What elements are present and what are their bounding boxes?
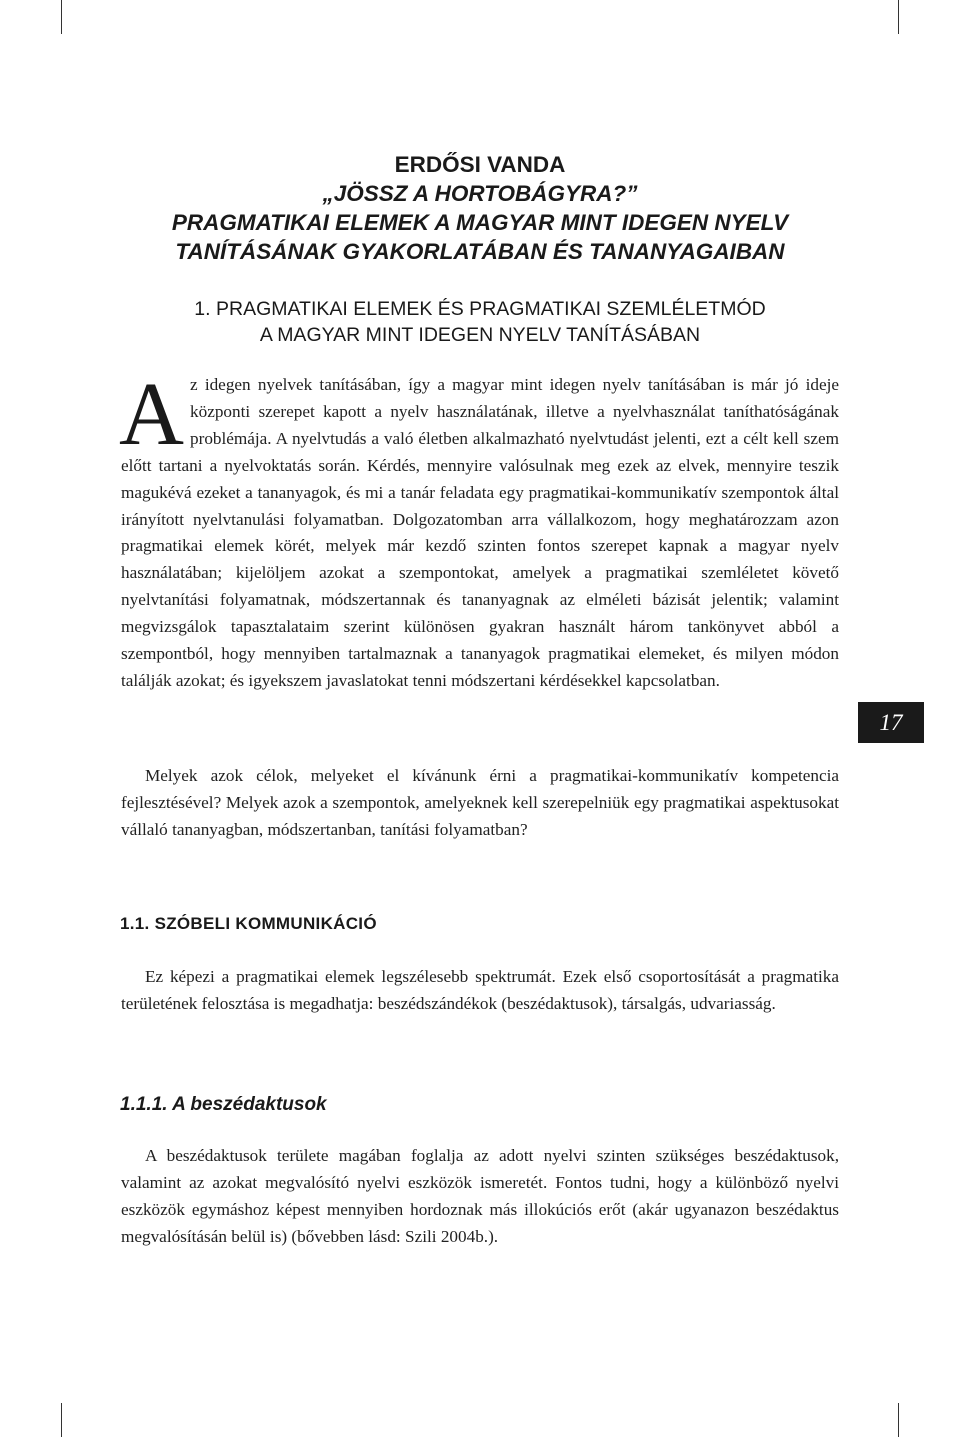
subsubsection-paragraph: A beszédaktusok területe magában foglalja az adott nyelvi szinten szükséges beszédaktusok, valamint az azokat megvalósító nyelvi eszközök ismeretét. Fontos tudni, hogy a különböző nyelvi eszközök egymáshoz képest mennyiben hordoznak más illokúciós erőt (akár ugyanazon beszédaktus megvalósításán belül is) (bővebben lásd: Szili 2004b.). [121,1146,839,1246]
section-heading [120,296,840,348]
crop-mark-top-right [898,0,899,34]
article-title-line-2: PRAGMATIKAI ELEMEK A MAGYAR MINT IDEGEN NYELV [171,210,789,235]
subsection-paragraph: Ez képezi a pragmatikai elemek legszélesebb spektrumát. Ezek első csoportosítását a pragmatika területének felosztása is megadhatja: beszédszándékok (beszédaktusok), társalgás, udvariasság. [121,967,839,1013]
paragraph-questions: Melyek azok célok, melyeket el kívánunk érni a pragmatikai-kommunikatív kompetencia fejlesztésével? Melyek azok a szempontok, amelyeknek kell szerepelniük egy pragmatikai aspektusokat vállaló tananyagban, módszertanban, tanítási folyamatban? [121,766,839,839]
intro-text: z idegen nyelvek tanításában, így a magyar mint idegen nyelv tanításában is már jó ideje központi szerepet kapott a nyelv használatának, illetve a nyelvhasználat taníthatóságának problémája. A nyelvtudás a való életben alkalmazható nyelvtudást jelenti, ezt a célt kell szem előtt tartani a nyelvoktatás során. Kérdés, mennyire valósulnak meg ezek az elvek, mennyire teszik magukévá ezeket a tananyagok, és mi a tanár feladata egy pragmatikai-kommunikatív szempontok által irányított nyelvtanulási folyamatban. Dolgozatomban arra vállalkozom, hogy meghatározzam azon pragmatikai elemek körét, melyek már kezdő szinten fontos szerepet kapnak a magyar nyelv használatában; kijelöljem azokat a szempontokat, amelyek a pragmatikai szemléletet követő nyelvtanítási folyamatnak, módszertannak és tananyagnak az elméleti bázisát jelentik; valamint megvizsgálok tapasztalataim szerint különösen gyakran használt három tankönyvet abból a szempontból, hogy mennyiben tartalmaznak a tananyagok pragmatikai elemeket, és milyen módon találják azokat; és igyekszem javaslatokat tenni módszertani kérdésekkel kapcsolatban. [121,375,839,690]
article-title-line-3: TANÍTÁSÁNAK GYAKORLATÁBAN ÉS TANANYAGAIBAN [175,239,785,264]
author-name: ERDŐSI VANDA [394,152,566,177]
article-title-line-1: „JÖSSZ A HORTOBÁGYRA?” [322,181,638,206]
subsection-heading: 1.1. SZÓBELI KOMMUNIKÁCIÓ [120,914,377,933]
section-heading-line-2: A MAGYAR MINT IDEGEN NYELV TANÍTÁSÁBAN [259,324,701,346]
crop-mark-top-left [61,0,62,34]
section-heading-line-1: 1. PRAGMATIKAI ELEMEK ÉS PRAGMATIKAI SZEMLÉLETMÓD [194,298,766,320]
subsubsection-heading: 1.1.1. A beszédaktusok [120,1094,327,1115]
intro-paragraph [119,365,839,695]
drop-cap: A [119,365,184,464]
page-number: 17 [858,702,924,743]
crop-mark-bottom-right [898,1403,899,1437]
article-header [120,150,840,266]
crop-mark-bottom-left [61,1403,62,1437]
